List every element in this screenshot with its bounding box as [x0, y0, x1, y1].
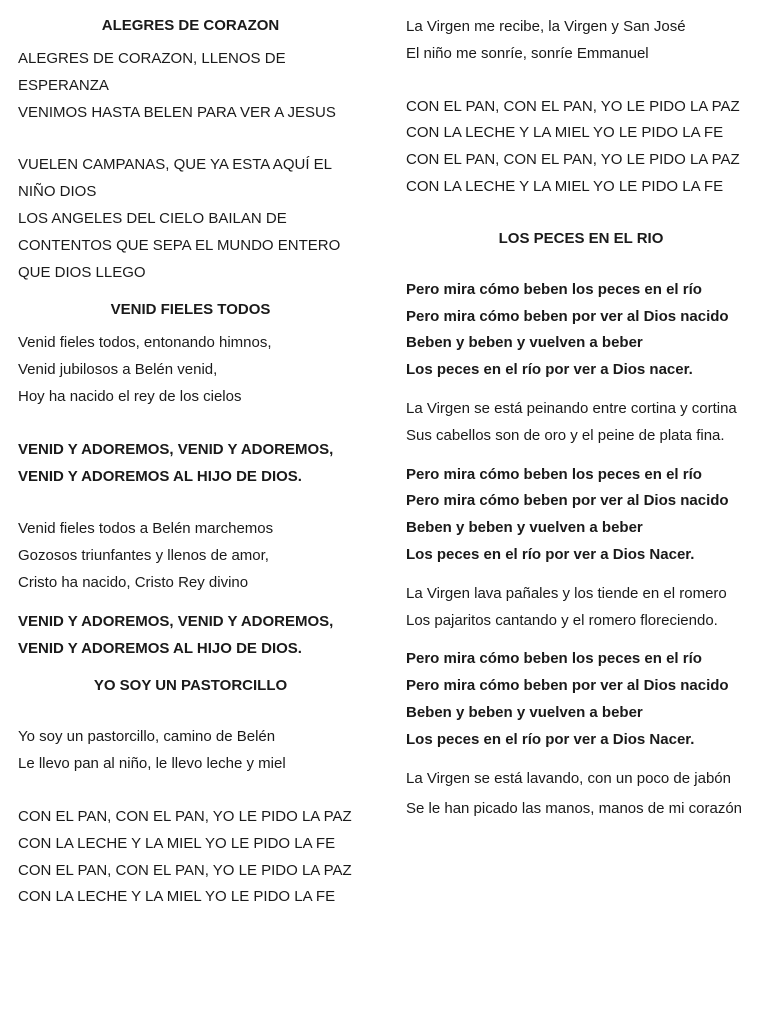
lyric-line: Venid fieles todos a Belén marchemos	[18, 520, 274, 538]
chorus-line: CON LA LECHE Y LA MIEL YO LE PIDO LA FE	[406, 124, 724, 142]
chorus-line: Pero mira cómo beben los peces en el río	[406, 280, 702, 298]
chorus-line: CON EL PAN, CON EL PAN, YO LE PIDO LA PAZ	[18, 807, 352, 825]
lyric-line: Se le han picado las manos, manos de mi corazón	[406, 800, 743, 818]
left-column	[18, 14, 363, 911]
chorus-line: VENID Y ADOREMOS AL HIJO DE DIOS.	[18, 639, 302, 657]
lyric-line: El niño me sonríe, sonríe Emmanuel	[406, 44, 649, 62]
song-title: YO SOY UN PASTORCILLO	[93, 677, 288, 695]
song-title: LOS PECES EN EL RIO	[498, 229, 664, 247]
lyric-line: Cristo ha nacido, Cristo Rey divino	[18, 573, 249, 591]
chorus-line: Pero mira cómo beben por ver al Dios nacido	[406, 677, 729, 695]
chorus-line: Los peces en el río por ver a Dios Nacer.	[406, 545, 695, 563]
lyric-line: Le llevo pan al niño, le llevo leche y miel	[18, 755, 286, 773]
lyric-line: Sus cabellos son de oro y el peine de plata fina.	[406, 426, 725, 444]
lyric-line: La Virgen se está lavando, con un poco de jabón	[406, 769, 731, 787]
chorus-line: CON LA LECHE Y LA MIEL YO LE PIDO LA FE	[406, 177, 724, 195]
chorus-line: Pero mira cómo beben por ver al Dios nacido	[406, 307, 729, 325]
lyric-line: VUELEN CAMPANAS, QUE YA ESTA AQUÍ EL NIÑO DIOS	[18, 156, 332, 201]
lyric-line: VENIMOS HASTA BELEN PARA VER A JESUS	[18, 103, 336, 121]
chorus-line: Pero mira cómo beben los peces en el río	[406, 650, 702, 668]
lyric-line: La Virgen se está peinando entre cortina y cortina	[406, 399, 737, 417]
right-column	[406, 14, 756, 823]
lyric-line: Venid fieles todos, entonando himnos,	[18, 334, 272, 352]
chorus-line: Beben y beben y vuelven a beber	[406, 703, 643, 721]
chorus-line: CON EL PAN, CON EL PAN, YO LE PIDO LA PAZ	[406, 97, 740, 115]
song-title: VENID FIELES TODOS	[110, 301, 271, 319]
chorus-line: CON EL PAN, CON EL PAN, YO LE PIDO LA PAZ	[18, 861, 352, 879]
chorus-line: Los peces en el río por ver a Dios nacer.	[406, 361, 693, 379]
chorus-line: Pero mira cómo beben los peces en el río	[406, 465, 702, 483]
lyric-line: Los pajaritos cantando y el romero floreciendo.	[406, 611, 718, 629]
chorus-line: CON LA LECHE Y LA MIEL YO LE PIDO LA FE	[18, 888, 336, 906]
lyric-line: ALEGRES DE CORAZON, LLENOS DE ESPERANZA	[18, 50, 286, 94]
lyric-line: La Virgen me recibe, la Virgen y San José	[406, 18, 686, 35]
chorus-line: Pero mira cómo beben por ver al Dios nacido	[406, 492, 729, 510]
chorus-line: VENID Y ADOREMOS, VENID Y ADOREMOS,	[18, 612, 334, 630]
lyric-line: Hoy ha nacido el rey de los cielos	[18, 387, 242, 405]
chorus-line: CON EL PAN, CON EL PAN, YO LE PIDO LA PAZ	[406, 151, 740, 169]
lyric-line: La Virgen lava pañales y los tiende en el romero	[406, 584, 727, 602]
lyric-line: LOS ANGELES DEL CIELO BAILAN DE CONTENTOS QUE SEPA EL MUNDO ENTERO QUE DIOS LLEGO	[18, 209, 341, 281]
chorus-line: Beben y beben y vuelven a beber	[406, 519, 643, 537]
lyric-line: Yo soy un pastorcillo, camino de Belén	[18, 728, 276, 746]
chorus-line: CON LA LECHE Y LA MIEL YO LE PIDO LA FE	[18, 834, 336, 852]
chorus-line: Beben y beben y vuelven a beber	[406, 334, 643, 352]
lyric-line: Gozosos triunfantes y llenos de amor,	[18, 547, 269, 565]
chorus-line: Los peces en el río por ver a Dios Nacer.	[406, 730, 695, 748]
chorus-line: VENID Y ADOREMOS AL HIJO DE DIOS.	[18, 467, 302, 485]
lyric-line: Venid jubilosos a Belén venid,	[18, 361, 218, 379]
song-title: ALEGRES DE CORAZON	[101, 17, 280, 34]
chorus-line: VENID Y ADOREMOS, VENID Y ADOREMOS,	[18, 440, 334, 458]
